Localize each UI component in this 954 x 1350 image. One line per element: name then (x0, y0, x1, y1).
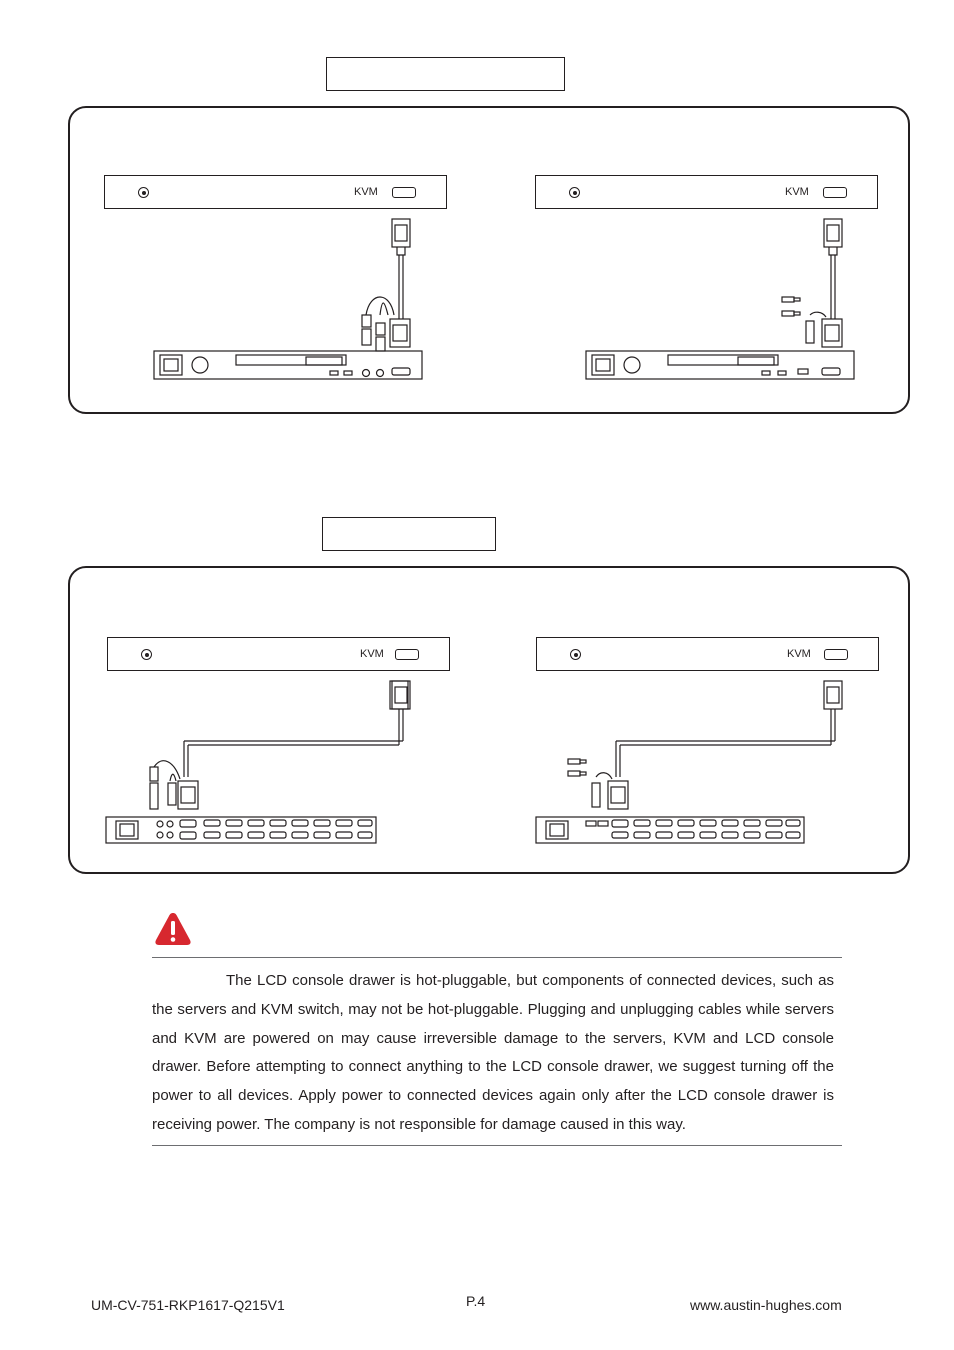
vga-connector-icon (822, 319, 842, 347)
usb-connector-icon (568, 759, 586, 776)
vga-connector-icon (178, 781, 198, 809)
console-drawer-rear (104, 175, 447, 209)
usb-server-connection-diagram (582, 215, 862, 385)
console-drawer-rear (107, 637, 450, 671)
console-drawer-rear (535, 175, 878, 209)
kvm-switch-rear-panel (536, 817, 804, 843)
vga-port-icon (823, 187, 847, 198)
section2-label-box (322, 517, 496, 551)
warning-text: The LCD console drawer is hot-pluggable, but components of connected devices, such as the servers and KVM switch, may not be hot-pluggable. Plugging and unplugging cables while servers and KVM are powered on may cause irreversible damage to the servers, KVM and LCD console drawer. Before attempting to connect anything to the LCD console drawer, we suggest turning off the power to all devices. Apply power to connected devices again only after the LCD console drawer is receiving power. The company is not responsible for damage caused in this way. (152, 972, 834, 1133)
power-knob-icon (141, 649, 152, 660)
ps2-kvm-connection-diagram (104, 677, 384, 847)
console-drawer-rear (536, 637, 879, 671)
vga-port-icon (395, 649, 419, 660)
vga-port-icon (824, 649, 848, 660)
kvm-label: KVM (360, 648, 384, 660)
vga-connector-icon (390, 319, 410, 347)
usb-kvm-connection-diagram (534, 677, 814, 847)
vga-port-icon (392, 187, 416, 198)
kvm-label: KVM (354, 186, 378, 198)
usb-connector-icon (782, 297, 800, 316)
kvm-label: KVM (785, 186, 809, 198)
footer-website: www.austin-hughes.com (690, 1297, 842, 1313)
power-knob-icon (569, 187, 580, 198)
footer-doc-id: UM-CV-751-RKP1617-Q215V1 (91, 1297, 285, 1313)
warning-triangle-icon (154, 911, 192, 947)
footer-page-number: P.4 (466, 1293, 486, 1309)
warning-top-rule (152, 957, 842, 958)
warning-bottom-rule (152, 1145, 842, 1146)
vga-connector-icon (392, 219, 410, 255)
vga-connector-icon (824, 219, 842, 255)
ps2-server-connection-diagram (150, 215, 430, 385)
vga-connector-icon (608, 781, 628, 809)
kvm-switch-rear-panel (106, 817, 376, 843)
power-knob-icon (570, 649, 581, 660)
power-knob-icon (138, 187, 149, 198)
kvm-label: KVM (787, 648, 811, 660)
section1-label-box (326, 57, 565, 91)
server-rear-panel (586, 351, 854, 379)
server-rear-panel (154, 351, 422, 379)
